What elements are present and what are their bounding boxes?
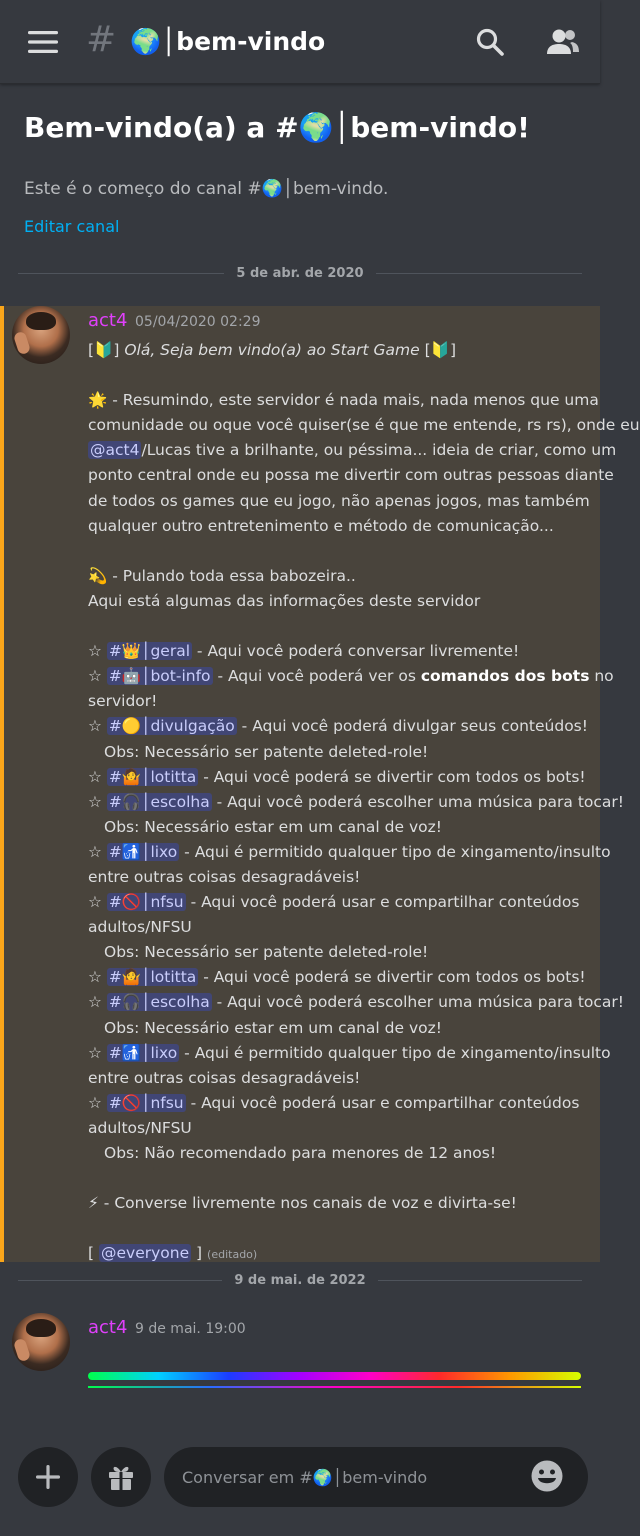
date-divider-label: 9 de mai. de 2022: [234, 1272, 366, 1288]
gift-icon: [106, 1462, 136, 1492]
date-divider-label: 5 de abr. de 2020: [236, 265, 364, 281]
message-timestamp: 9 de mai. 19:00: [135, 1321, 246, 1337]
date-divider: [18, 1270, 582, 1290]
channel-mention-bot-info[interactable]: #🤖│bot-info: [108, 667, 211, 686]
message-author[interactable]: act4: [88, 1317, 128, 1338]
avatar[interactable]: [12, 306, 70, 364]
welcome-title: Bem-vindo(a) a #🌍│bem-vindo!: [24, 111, 530, 144]
rainbow-line: [88, 1386, 581, 1388]
user-mention[interactable]: @act4: [90, 441, 140, 460]
channel-mention-nfsu[interactable]: #🚫│nfsu: [108, 1093, 184, 1112]
channel-mention-lotitta[interactable]: #🤷│lotitta: [108, 767, 197, 786]
message-input[interactable]: [182, 1461, 522, 1493]
channel-title[interactable]: 🌍│bem-vindo: [130, 27, 326, 56]
channel-mention-lixo[interactable]: #🚮│lixo: [108, 1043, 178, 1062]
channel-mention-lotitta[interactable]: #🤷│lotitta: [108, 968, 197, 987]
channel-header: [0, 0, 600, 84]
channel-mention-escolha[interactable]: #🎧│escolha: [108, 792, 210, 811]
add-attachment-button[interactable]: [18, 1447, 78, 1507]
welcome-subtitle: Este é o começo do canal #🌍│bem-vindo.: [24, 179, 389, 199]
hamburger-icon[interactable]: [22, 22, 64, 62]
channel-mention-lixo[interactable]: #🚮│lixo: [108, 842, 178, 861]
edit-channel-link[interactable]: Editar canal: [24, 217, 120, 236]
channel-mention-nfsu[interactable]: #🚫│nfsu: [108, 893, 184, 912]
channel-mention-escolha[interactable]: #🎧│escolha: [108, 993, 210, 1012]
message-timestamp: 05/04/2020 02:29: [135, 314, 261, 330]
plus-icon: [35, 1464, 61, 1490]
channel-hash-icon: #: [86, 19, 117, 60]
emoji-picker-icon[interactable]: [530, 1459, 566, 1495]
date-divider: [18, 263, 582, 283]
channel-mention-divulgacao[interactable]: #🟡│divulgação: [108, 717, 235, 736]
edited-label: (editado): [207, 1248, 258, 1262]
rainbow-divider-image: [88, 1372, 581, 1380]
message-author[interactable]: act4: [88, 310, 128, 331]
members-icon[interactable]: [542, 22, 584, 62]
message-composer: [164, 1447, 588, 1507]
message-content: [🔰] Olá, Seja bem vindo(a) ao Start Game [🔰] 🌟 - Resumindo, este servidor é nada mais, nada menos que uma comunidade ou oque você quiser(se é que me entende, rs rs), onde eu @act4 /Lucas tive a brilhante, ou péssima... ideia de criar, como um ponto central onde eu possa me divertir com outras pessoas diante de todos os games que eu jogo, não apenas jogos, mas também qualquer outro entretenimento e método de comunicação... 💫 - Pulando toda essa babozeira.. Aqui está algumas das informações deste servidor ☆ #👑│geral - Aqui você poderá conversar livremente! ☆ #🤖│bot-info - Aqui você poderá ver os comandos dos bots no servidor! ☆ #🟡│divulgação - Aqui você poderá divulgar seus conteúdos! Obs: Necessário ser patente deleted-role! ☆ #🤷│lotitta - Aqui você poderá se divertir com todos os bots! ☆ #🎧│escolha - Aqui você poderá escolher uma música para tocar! Obs: Necessário estar em um canal de voz! ☆ #🚮│lixo - Aqui é permitido qualquer tipo de xingamento/insulto entre outras coisas desagradáveis! ☆ #🚫│nfsu - Aqui você poderá usar e compartilhar conteúdos adultos/NFSU Obs: Necessário ser patente deleted-role! ☆ #🤷│lotitta - Aqui você poderá se divertir com todos os bots! ☆ #🎧│escolha - Aqui você poderá escolher uma música para tocar! Obs: Necessário estar em um canal de voz! ☆ #🚮│lixo - Aqui é permitido qualquer tipo de xingamento/insulto entre outras coisas desagradáveis! ☆ #🚫│nfsu - Aqui você poderá usar e compartilhar conteúdos adultos/NFSU Obs: Não recomendado para menores de 12 anos! ⚡ - Converse livremente nos canais de voz e divirta-se! [ @everyone ] (editado): [88, 341, 640, 1263]
everyone-mention[interactable]: @everyone: [100, 1244, 190, 1263]
gift-button[interactable]: [91, 1447, 151, 1507]
search-icon[interactable]: [470, 22, 510, 62]
channel-mention-geral[interactable]: #👑│geral: [108, 642, 190, 661]
avatar[interactable]: [12, 1313, 70, 1371]
